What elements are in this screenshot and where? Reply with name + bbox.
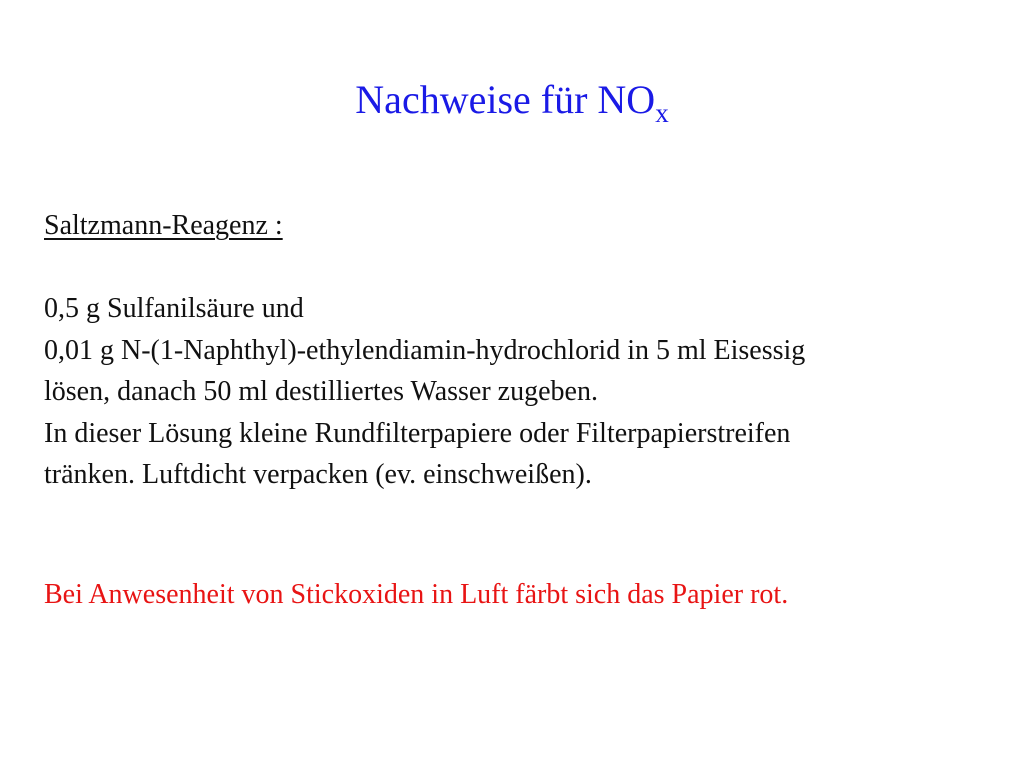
reagent-heading: Saltzmann-Reagenz :	[44, 210, 283, 241]
slide-title-subscript: x	[655, 98, 669, 128]
instruction-line: 0,5 g Sulfanilsäure und	[44, 293, 304, 324]
instruction-line: 0,01 g N-(1-Naphthyl)-ethylendiamin-hydrochlorid in 5 ml Eisessig	[44, 334, 806, 366]
conclusion-text: Bei Anwesenheit von Stickoxiden in Luft färbt sich das Papier rot.	[44, 579, 789, 610]
instruction-line: lösen, danach 50 ml destilliertes Wasser zugeben.	[44, 376, 598, 407]
instruction-line: tränken. Luftdicht verpacken (ev. einschweißen).	[44, 459, 592, 490]
instruction-line: In dieser Lösung kleine Rundfilterpapiere oder Filterpapierstreifen	[44, 417, 791, 449]
slide-title	[0, 72, 1024, 128]
section-spacer	[44, 247, 1004, 289]
slide-title-main: Nachweise für NO	[355, 77, 656, 122]
reagent-section	[44, 205, 1004, 496]
